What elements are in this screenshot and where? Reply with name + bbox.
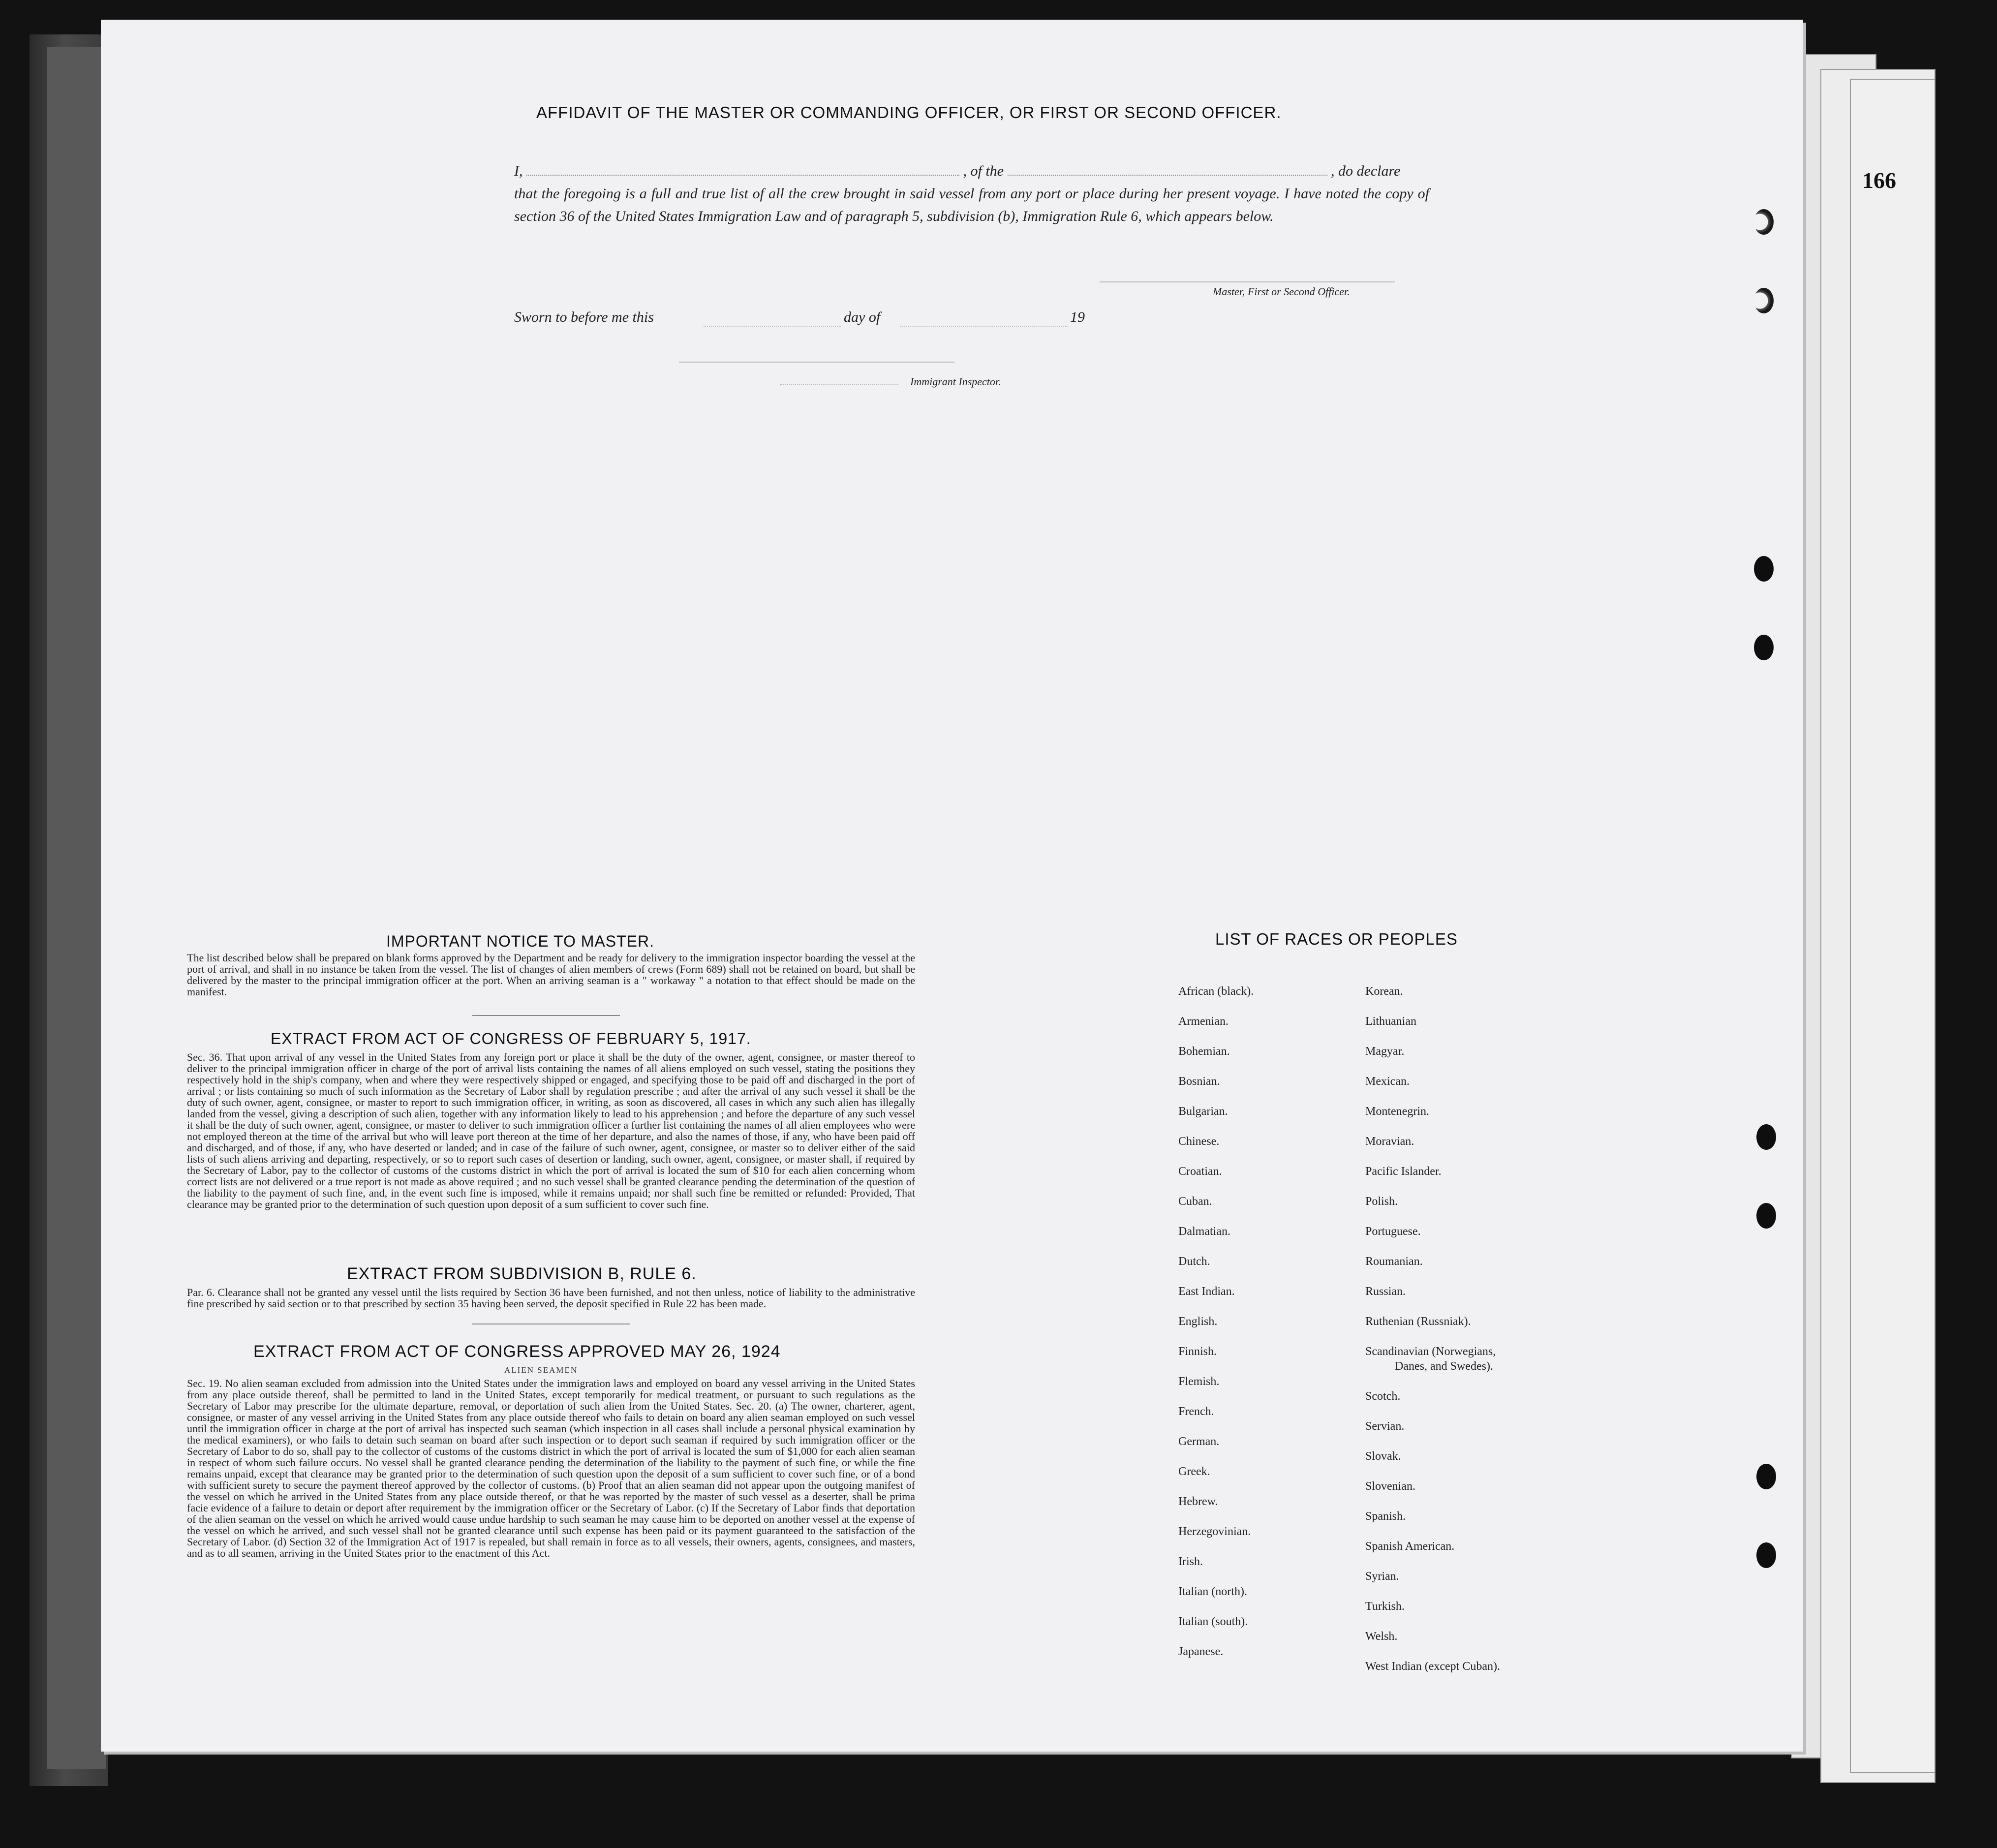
race-item: Scandinavian (Norwegians, (1365, 1345, 1496, 1358)
extract-1917-text: Sec. 36. That upon arrival of any vessel in the United States from any foreign port or place it shall be the duty of the owner, agent, consignee, or master thereof to deliver to the principal immigration officer in charge of the port of arrival lists containing the names of all aliens employed on such vessel, stating the positions they respectively hold in the ship's company, when and where they were respectively shipped or engaged, and specifying those to be paid off and discharged in the port of arrival ; or lists containing so much of such information as the Secretary of Labor shall by regulation prescribe ; and after the arrival of any such vessel it shall be the duty of such owner, agent, consignee, or master to report to such immigration officer, in writing, as soon as discovered, all cases in which any such alien has illegally landed from the vessel, giving a description of such alien, together with any information likely to lead to his apprehension ; and before the departure of any such vessel it shall be the duty of such owner, agent, consignee, or master to deliver to such immigration officer a further list containing the names of all alien employees who were not employed thereon at the time of the arrival but who will leave port thereon at the time of her departure, and also the names of those, if any, who have been paid off and discharged, and of those, if any, who have deserted or landed; and in case of the failure of such owner, agent, consignee, or master so to deliver either of the said lists of such aliens arriving and departing, respectively, or so to report such cases of desertion or landing, such owner, agent, consignee, or master shall, if required by the Secretary of Labor, pay to the collector of customs of the customs district in which the port of arrival is located the sum of $10 for each alien concerning whom correct lists are not delivered or a true report is not made as above required ; and no such vessel shall be granted clearance pending the determination of the question of the liability to the payment of such fine, and, in the event such fine is imposed, while it remains unpaid; nor shall such fine be remitted or refunded: Provided, That clearance may be granted prior to the determination of such question upon deposit of a sum sufficient to cover such fine. (187, 1051, 915, 1210)
race-item: Danes, and Swedes). (1395, 1360, 1493, 1373)
race-item: Mexican. (1365, 1075, 1410, 1088)
affidavit-text: that the foregoing is a full and true list of all the crew brought in said vessel from any port or place during her present voyage. I have noted the copy of section 36 of the United States Immigration Law and of paragraph 5, subdivision (b), Immigration Rule 6, which appears below. (514, 185, 1429, 224)
race-item: Japanese. (1178, 1645, 1224, 1658)
binder-hole (1756, 1542, 1776, 1568)
race-item: Welsh. (1365, 1630, 1398, 1643)
binder-strip (47, 47, 106, 1769)
race-item: English. (1178, 1315, 1218, 1328)
alien-seamen-subtitle: ALIEN SEAMEN (504, 1365, 578, 1375)
race-item: Cuban. (1178, 1195, 1212, 1208)
race-item: Hebrew. (1178, 1495, 1218, 1508)
race-item: Syrian. (1365, 1570, 1399, 1583)
notice-text: The list described below shall be prepared on blank forms approved by the Department and be ready for delivery to the immigration inspector boarding the vessel at the port of arrival, and shall in no instance be taken from the vessel. The list of changes of alien members of crews (Form 689) shall not be retained on board, but shall be delivered by the master to the principal immigration officer at the port. When an arriving seaman is a " workaway " a notation to that effect should be made on the manifest. (187, 952, 915, 998)
race-item: West Indian (except Cuban). (1365, 1660, 1500, 1673)
race-item: Servian. (1365, 1420, 1405, 1433)
race-item: Turkish. (1365, 1600, 1405, 1613)
affidavit-title: AFFIDAVIT OF THE MASTER OR COMMANDING OFFICER, OR FIRST OR SECOND OFFICER. (536, 103, 1282, 122)
race-item: Irish. (1178, 1555, 1203, 1568)
race-item: Bohemian. (1178, 1045, 1230, 1058)
section-divider (472, 1015, 620, 1016)
race-item: Scotch. (1365, 1390, 1401, 1403)
sworn-month-field[interactable] (900, 326, 1068, 327)
binder-hole (1756, 1464, 1776, 1489)
race-item: Italian (south). (1178, 1615, 1248, 1628)
sworn-day-field[interactable] (704, 326, 841, 327)
binder-hole (1754, 288, 1774, 313)
race-item: Finnish. (1178, 1345, 1217, 1358)
race-item: Polish. (1365, 1195, 1398, 1208)
race-item: Spanish American. (1365, 1540, 1455, 1553)
extract-1917-title: EXTRACT FROM ACT OF CONGRESS OF FEBRUARY 5, 1917. (271, 1030, 751, 1047)
race-item: Montenegrin. (1365, 1105, 1429, 1118)
race-item: Spanish. (1365, 1510, 1406, 1523)
subdivision-title: EXTRACT FROM SUBDIVISION B, RULE 6. (347, 1264, 697, 1283)
race-item: East Indian. (1178, 1285, 1235, 1298)
binder-hole (1754, 209, 1774, 235)
binder-hole (1756, 1124, 1776, 1150)
subdivision-text: Par. 6. Clearance shall not be granted any vessel until the lists required by Section 36 have been furnished, and not then unless, notice of liability to the administrative fine prescribed by said section or to that prescribed by section 35 having been served, the deposit specified in Rule 22 has been made. (187, 1286, 915, 1310)
race-item: Greek. (1178, 1465, 1210, 1478)
race-item: Ruthenian (Russniak). (1365, 1315, 1471, 1328)
race-item: Russian. (1365, 1285, 1406, 1298)
master-signature-line[interactable] (1100, 281, 1395, 282)
affidavit-line-start: I, (514, 163, 523, 179)
race-item: Herzegovinian. (1178, 1525, 1251, 1538)
race-item: Italian (north). (1178, 1585, 1247, 1598)
binder-hole (1756, 1203, 1776, 1229)
affidavit-first-line (514, 160, 1429, 183)
master-signature-label: Master, First or Second Officer. (1213, 285, 1350, 298)
race-item: Bosnian. (1178, 1075, 1220, 1088)
inspector-label: Immigrant Inspector. (910, 375, 1001, 388)
race-item: Dalmatian. (1178, 1225, 1230, 1238)
race-item: Portuguese. (1365, 1225, 1421, 1238)
race-item: Dutch. (1178, 1255, 1210, 1268)
races-right-column (1365, 977, 1500, 1682)
extract-1924-text: Sec. 19. No alien seaman excluded from admission into the United States under the immigration laws and employed on board any vessel arriving in the United States from any place outside thereof, shall be permitted to land in the United States, except temporarily for medical treatment, or pursuant to such regulations as the Secretary of Labor may prescribe for the ultimate departure, removal, or deportation of such alien from the United States. Sec. 20. (a) The owner, charterer, agent, consignee, or master of any vessel arriving in the United States from any place outside thereof who fails to detain on board any alien seaman employed on such vessel until the immigration officer in charge at the port of arrival has inspected such seaman (which inspection in all cases shall include a personal physical examination by the medical examiners), or who fails to detain such seaman on board after such inspection or to deport such seaman if required by such immigration officer or the Secretary of Labor to do so, shall pay to the collector of customs of the customs district in which the port of arrival is located the sum of $1,000 for each alien seaman in respect of whom such failure occurs. No vessel shall be granted clearance pending the determination of the liability to the payment of such fine, or while the fine remains unpaid, except that clearance may be granted prior to the determination of such question upon the deposit of a sum sufficient to cover such fine, or of a bond with sufficient surety to secure the payment thereof approved by the collector of customs. (b) Proof that an alien seaman did not appear upon the outgoing manifest of the vessel on which he arrived in the United States from any place outside thereof, or that he was reported by the master of such vessel as a deserter, shall be prima facie evidence of a failure to detain or deport after requirement by the immigration officer or the Secretary of Labor. (c) If the Secretary of Labor finds that deportation of the alien seaman on the vessel on which he arrived would cause undue hardship to such seaman he may cause him to be deported on another vessel at the expense of the vessel on which he arrived, and such vessel shall not be granted clearance until such expense has been paid or its payment guaranteed to the satisfaction of the Secretary of Labor. (d) Section 32 of the Immigration Act of 1917 is repealed, but shall remain in force as to all vessels, their owners, agents, consignees, and masters, and as to all seamen, arriving in the United States prior to the enactment of this Act. (187, 1377, 915, 1559)
race-item: Armenian. (1178, 1015, 1229, 1028)
year-label: 19 (1070, 309, 1085, 325)
race-item: French. (1178, 1405, 1214, 1418)
race-item: Chinese. (1178, 1135, 1220, 1148)
race-item: Korean. (1365, 985, 1403, 998)
race-item: Bulgarian. (1178, 1105, 1228, 1118)
race-item: Flemish. (1178, 1375, 1220, 1388)
affidavit-body (514, 160, 1429, 228)
inspector-signature-line[interactable] (679, 362, 954, 363)
race-item: Slovak. (1365, 1450, 1401, 1463)
underlying-sheet (1850, 79, 1936, 1773)
notice-title: IMPORTANT NOTICE TO MASTER. (386, 932, 654, 950)
race-item: Moravian. (1365, 1135, 1414, 1148)
page-number: 166 (1862, 168, 1896, 193)
master-name-field[interactable] (526, 161, 959, 176)
extract-1924-title: EXTRACT FROM ACT OF CONGRESS APPROVED MAY 26, 1924 (253, 1342, 781, 1361)
races-title: LIST OF RACES OR PEOPLES (1215, 930, 1458, 948)
race-item: Roumanian. (1365, 1255, 1423, 1268)
race-item: African (black). (1178, 985, 1254, 998)
sworn-label: Sworn to before me this (514, 309, 654, 325)
race-item: German. (1178, 1435, 1220, 1448)
affidavit-line-mid: , of the (963, 163, 1004, 179)
race-item: Croatian. (1178, 1165, 1222, 1178)
binder-hole (1754, 635, 1774, 660)
day-of-label: day of (844, 309, 881, 325)
race-item: Magyar. (1365, 1045, 1405, 1058)
binder-hole (1754, 556, 1774, 582)
inspector-dotted-line (780, 384, 898, 385)
affidavit-line-end: , do declare (1331, 163, 1401, 179)
race-item: Pacific Islander. (1365, 1165, 1442, 1178)
race-item: Lithuanian (1365, 1015, 1416, 1028)
vessel-name-field[interactable] (1008, 161, 1327, 176)
races-left-column (1178, 977, 1254, 1667)
race-item: Slovenian. (1365, 1480, 1415, 1493)
